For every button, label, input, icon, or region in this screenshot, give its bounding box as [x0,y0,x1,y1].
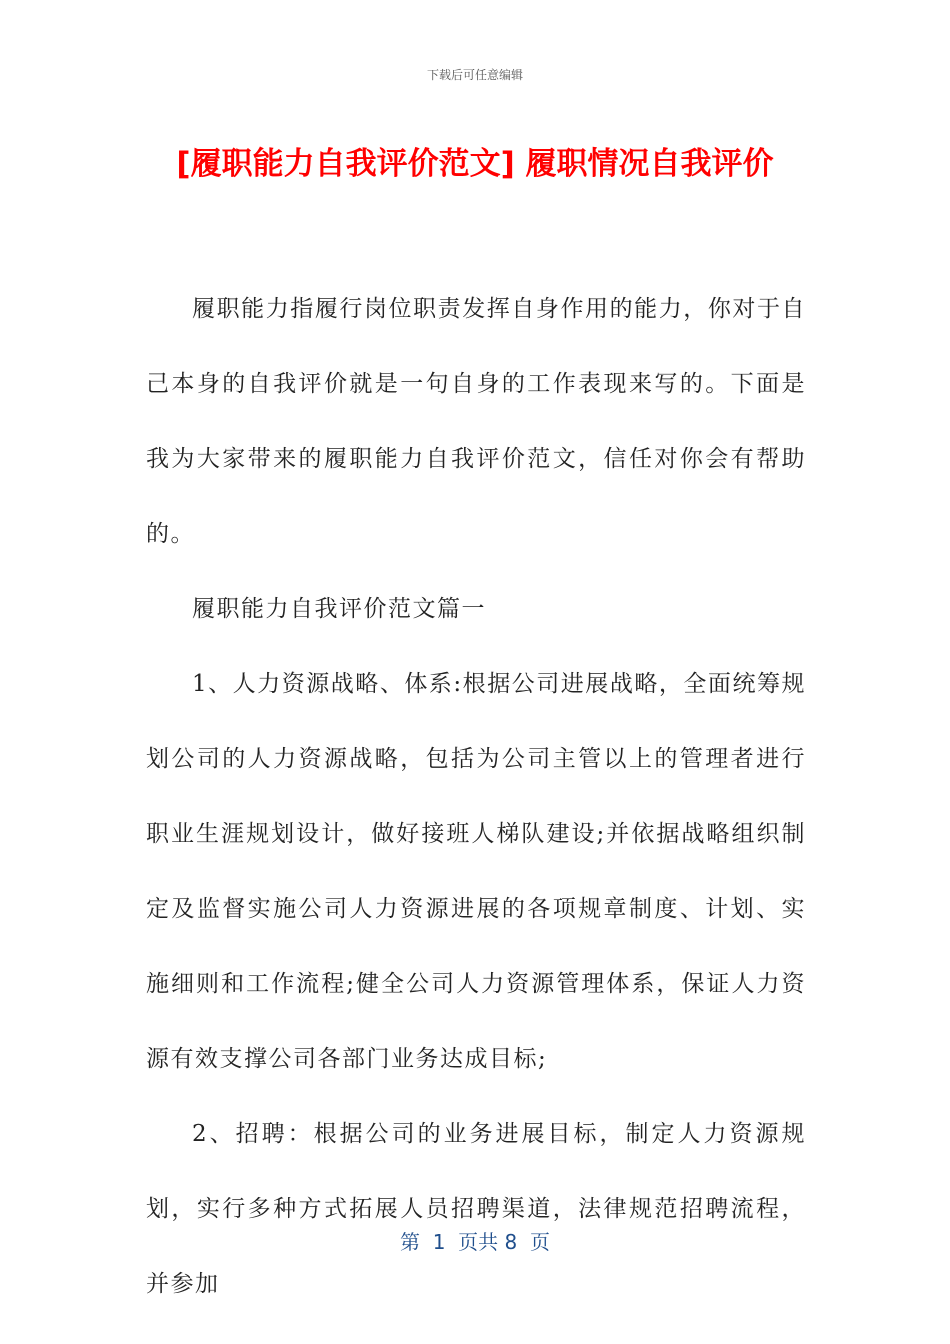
page-number-footer: 第 1 页共 8 页 [400,1230,550,1254]
paragraph: 履职能力指履行岗位职责发挥自身作用的能力，你对于自己本身的自我评价就是一句自身的工作表现来写的。下面是我为大家带来的履职能力自我评价范文，信任对你会有帮助的。 [146,296,806,547]
paragraph: 1、人力资源战略、体系:根据公司进展战略，全面统筹规划公司的人力资源战略，包括为公司主管以上的管理者进行职业生涯规划设计，做好接班人梯队建设;并依据战略组织制定及监督实施公司人力资源进展的各项规章制度、计划、实施细则和工作流程;健全公司人力资源管理体系，保证人力资源有效支撑公司各部门业务达成目标; [146,671,806,1072]
paragraph: 履职能力自我评价范文篇一 [192,596,486,622]
page-header-note: 下载后可任意编辑 [426,68,523,82]
paragraph: 2、招聘：根据公司的业务进展目标，制定人力资源规划，实行多种方式拓展人员招聘渠道，法律规范招聘流程，并参加 [146,1121,806,1297]
document-body [146,272,806,1322]
document-title: [履职能力自我评价范文] 履职情况自我评价 [176,146,774,182]
